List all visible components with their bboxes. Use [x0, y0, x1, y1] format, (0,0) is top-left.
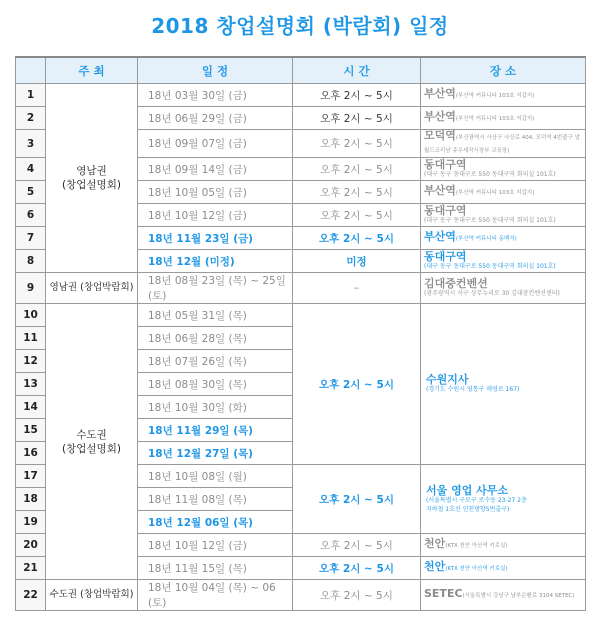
- row-number: 21: [16, 557, 46, 580]
- place-name: 부산역: [424, 87, 456, 100]
- place-cell: [421, 534, 586, 557]
- host-region: 수도권: [76, 428, 107, 441]
- place-cell: [421, 84, 586, 107]
- place-address: (부산광역시 사상구 사상로 404, 모덕역 4번출구 앞 월드코리남 쥬우세작시장부 교육장): [424, 135, 580, 154]
- time-cell: 오후 2시 ~ 5시: [293, 580, 421, 611]
- date-cell: 18년 10월 30일 (화): [138, 396, 293, 419]
- date-cell: 18년 10월 12일 (금): [138, 204, 293, 227]
- time-cell: 오후 2시 ~ 5시: [293, 534, 421, 557]
- place-cell: [421, 204, 586, 227]
- place-address: (부산역 커뮤니티 103호 지갑지): [455, 190, 535, 196]
- date-cell: 18년 12월 06일 (목): [138, 511, 293, 534]
- date-cell: 18년 09월 14일 (금): [138, 158, 293, 181]
- row-number: 1: [16, 84, 46, 107]
- row-number: 13: [16, 373, 46, 396]
- time-cell: 오후 2시 ~ 5시: [293, 227, 421, 250]
- row-number: 11: [16, 327, 46, 350]
- date-cell: 18년 11월 15일 (목): [138, 557, 293, 580]
- row-number: 5: [16, 181, 46, 204]
- place-address: (광주광역시 서구 상무누리로 30 김대중컨벤션센터): [424, 290, 560, 297]
- place-name: 모덕역: [424, 129, 456, 142]
- row-number: 20: [16, 534, 46, 557]
- date-cell: 18년 11월 29일 (목): [138, 419, 293, 442]
- time-cell-suwon: 오후 2시 ~ 5시: [293, 304, 421, 465]
- row-number: 9: [16, 273, 46, 304]
- place-address: (대구 동구 동대구로 550 동대구역 회의실 101호): [424, 263, 556, 270]
- date-cell: 18년 11월 23일 (금): [138, 227, 293, 250]
- date-cell: 18년 09월 07일 (금): [138, 130, 293, 158]
- place-name: 서울 영업 사무소: [426, 483, 509, 497]
- host-sudo-seminar: [46, 304, 138, 580]
- place-name: 동대구역: [424, 204, 467, 217]
- host-yeongnam-seminar: [46, 84, 138, 273]
- place-address: (KTX 천안 아산역 키로실): [445, 543, 508, 549]
- place-address: (경기도 수원시 영통구 매영로 167): [426, 386, 520, 393]
- place-cell: [421, 273, 586, 304]
- date-cell: 18년 06월 29일 (금): [138, 107, 293, 130]
- header-time: 시 간: [293, 57, 421, 84]
- place-address: (부산역 커뮤니티 103호 지갑지): [455, 116, 535, 122]
- place-name: 부산역: [424, 110, 456, 123]
- place-name: 동대구역: [424, 158, 467, 171]
- date-cell: 18년 03월 30일 (금): [138, 84, 293, 107]
- date-cell: 18년 12월 27일 (목): [138, 442, 293, 465]
- host-type: (창업설명회): [62, 179, 121, 191]
- date-cell: 18년 08월 23일 (목) ~ 25일 (토): [138, 273, 293, 304]
- date-cell: 18년 10월 05일 (금): [138, 181, 293, 204]
- place-name: 부산역: [424, 230, 456, 243]
- row-number: 16: [16, 442, 46, 465]
- place-address: (서울특별시 강남구 남부순환로 3104 SETEC): [462, 593, 575, 599]
- date-cell: 18년 10월 12일 (금): [138, 534, 293, 557]
- place-cell: [421, 107, 586, 130]
- place-name: 천안: [424, 537, 446, 550]
- place-address: (부산역 커뮤니티 동백석): [455, 236, 517, 242]
- place-cell: [421, 580, 586, 611]
- place-name: SETEC: [424, 587, 463, 600]
- time-cell: 미정: [293, 250, 421, 273]
- date-cell: 18년 12월 (미정): [138, 250, 293, 273]
- row-number: 18: [16, 488, 46, 511]
- time-cell-seoul: 오후 2시 ~ 5시: [293, 465, 421, 534]
- schedule-table: [15, 56, 586, 611]
- row-number: 3: [16, 130, 46, 158]
- date-cell: 18년 08월 30일 (목): [138, 373, 293, 396]
- place-name: 동대구역: [424, 250, 467, 263]
- place-address: (대구 동구 동대구로 550 동대구역 회의실 101호): [424, 217, 556, 224]
- date-cell: 18년 07월 26일 (목): [138, 350, 293, 373]
- page-title: 2018 창업설명회 (박람회) 일정: [151, 14, 449, 38]
- table-row: [16, 84, 586, 107]
- table-row: [16, 273, 586, 304]
- date-cell: 18년 10월 08일 (월): [138, 465, 293, 488]
- time-cell: 오후 2시 ~ 5시: [293, 181, 421, 204]
- date-cell: 18년 11월 08일 (목): [138, 488, 293, 511]
- time-cell: 오후 2시 ~ 5시: [293, 84, 421, 107]
- time-cell: –: [293, 273, 421, 304]
- place-name: 수원지사: [426, 373, 469, 386]
- header-date: 일 정: [138, 57, 293, 84]
- row-number: 17: [16, 465, 46, 488]
- row-number: 12: [16, 350, 46, 373]
- place-cell: [421, 227, 586, 250]
- time-cell: 오후 2시 ~ 5시: [293, 130, 421, 158]
- place-name: 부산역: [424, 184, 456, 197]
- place-cell-suwon: [421, 304, 586, 465]
- row-number: 4: [16, 158, 46, 181]
- place-cell: [421, 557, 586, 580]
- row-number: 15: [16, 419, 46, 442]
- place-name: 김대중컨벤션: [424, 277, 488, 290]
- host-type: (창업설명회): [62, 442, 121, 455]
- host-region: 영남권: [76, 165, 107, 177]
- row-number: 10: [16, 304, 46, 327]
- place-address: (부산역 커뮤니티 103호 지갑지): [455, 93, 535, 99]
- time-cell: 오후 2시 ~ 5시: [293, 557, 421, 580]
- place-cell: [421, 181, 586, 204]
- place-name: 천안: [424, 560, 446, 573]
- row-number: 7: [16, 227, 46, 250]
- date-cell: 18년 05월 31일 (목): [138, 304, 293, 327]
- header-no: [16, 57, 46, 84]
- row-number: 14: [16, 396, 46, 419]
- row-number: 8: [16, 250, 46, 273]
- time-cell: 오후 2시 ~ 5시: [293, 158, 421, 181]
- place-address: (서울특별시 구로구 로수동 23-27 2층: [426, 496, 527, 504]
- place-address-line2: 지하철 1호선 인천방향5번출구): [426, 505, 510, 513]
- place-cell: [421, 250, 586, 273]
- host-sudo-expo: 수도권 (창업박람회): [46, 580, 138, 611]
- place-address: (대구 동구 동대구로 550 동대구역 회의실 101호): [424, 171, 556, 178]
- table-row: [16, 304, 586, 327]
- row-number: 22: [16, 580, 46, 611]
- host-yeongnam-expo: 영남권 (창업박람회): [46, 273, 138, 304]
- place-cell-seoul: [421, 465, 586, 534]
- place-cell: [421, 130, 586, 158]
- row-number: 6: [16, 204, 46, 227]
- table-row: [16, 580, 586, 611]
- table-header-row: [16, 57, 586, 84]
- time-cell: 오후 2시 ~ 5시: [293, 107, 421, 130]
- row-number: 19: [16, 511, 46, 534]
- header-place: 장 소: [421, 57, 586, 84]
- place-address: (KTX 천안 아산역 키로실): [445, 566, 508, 572]
- header-host: 주 최: [46, 57, 138, 84]
- date-cell: 18년 10월 04일 (목) ~ 06 (토): [138, 580, 293, 611]
- place-cell: [421, 158, 586, 181]
- date-cell: 18년 06월 28일 (목): [138, 327, 293, 350]
- row-number: 2: [16, 107, 46, 130]
- time-cell: 오후 2시 ~ 5시: [293, 204, 421, 227]
